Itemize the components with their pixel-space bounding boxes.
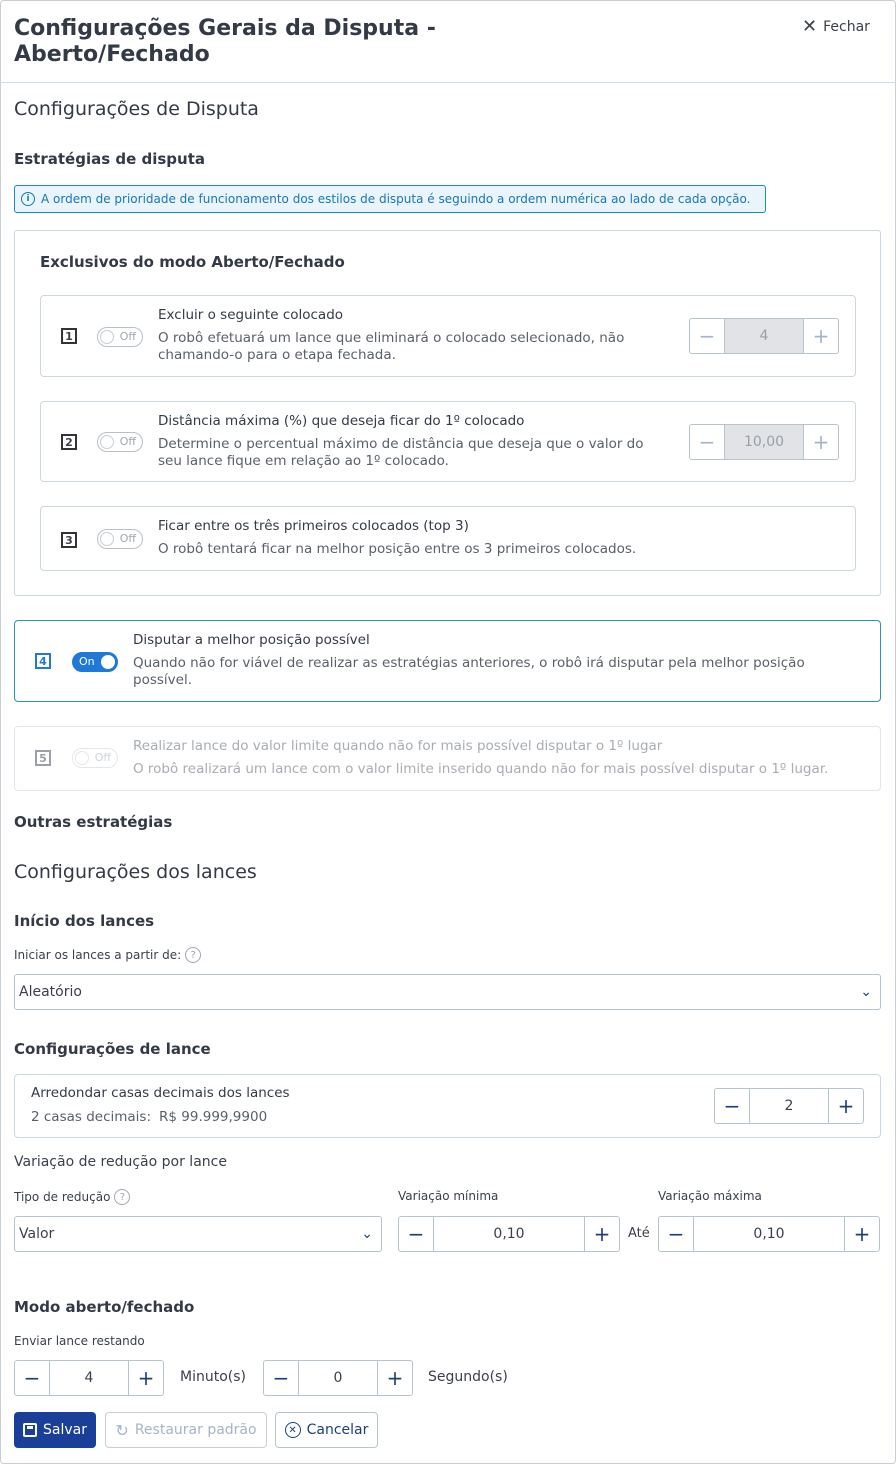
number-2-icon: 2 bbox=[61, 434, 77, 450]
variation-title: Variação de redução por lance bbox=[14, 1154, 227, 1170]
reduction-type-select[interactable] bbox=[14, 1216, 382, 1252]
minutes-value[interactable]: 4 bbox=[49, 1361, 129, 1395]
min-variation-value[interactable]: 0,10 bbox=[433, 1217, 585, 1251]
help-icon[interactable]: ? bbox=[185, 947, 201, 963]
seconds-label: Segundo(s) bbox=[428, 1369, 508, 1385]
modal-title-line1: Configurações Gerais da Disputa - bbox=[14, 16, 436, 41]
close-label: Fechar bbox=[823, 19, 870, 35]
strategy-4-title: Disputar a melhor posição possível bbox=[133, 632, 370, 648]
plus-icon[interactable]: + bbox=[386, 1366, 404, 1390]
header-divider bbox=[0, 82, 896, 83]
save-button[interactable] bbox=[14, 1412, 96, 1448]
number-4-icon: 4 bbox=[35, 653, 51, 669]
rounding-card bbox=[14, 1074, 881, 1138]
bids-section-title: Configurações dos lances bbox=[14, 861, 257, 883]
reduction-type-value: Valor bbox=[19, 1226, 55, 1242]
max-distance-stepper[interactable] bbox=[689, 424, 839, 460]
minus-icon[interactable]: − bbox=[698, 430, 716, 454]
rounding-desc-label: 2 casas decimais: bbox=[31, 1109, 152, 1125]
number-1-icon: 1 bbox=[61, 328, 77, 344]
plus-icon[interactable]: + bbox=[137, 1366, 155, 1390]
save-icon bbox=[23, 1423, 37, 1437]
max-distance-value[interactable]: 10,00 bbox=[724, 425, 804, 459]
strategy-2-title: Distância máxima (%) que deseja ficar do 1º colocado bbox=[158, 413, 525, 429]
start-bids-value: Aleatório bbox=[19, 984, 82, 1000]
strategy-card-4 bbox=[14, 620, 881, 702]
seconds-value[interactable]: 0 bbox=[298, 1361, 378, 1395]
until-label: Até bbox=[628, 1226, 650, 1241]
strategy-4-toggle[interactable]: On bbox=[72, 652, 118, 672]
start-bids-label-text: Iniciar os lances a partir de: bbox=[14, 948, 182, 962]
restore-default-button[interactable] bbox=[105, 1412, 267, 1448]
strategy-card-3 bbox=[40, 506, 856, 571]
help-icon[interactable]: ? bbox=[114, 1189, 130, 1205]
modal-title bbox=[14, 16, 436, 68]
start-bids-select[interactable] bbox=[14, 974, 881, 1010]
strategy-3-title: Ficar entre os três primeiros colocados (top 3) bbox=[158, 518, 469, 534]
close-button[interactable] bbox=[802, 18, 870, 36]
strategy-5-toggle[interactable]: Off bbox=[72, 748, 118, 768]
restore-label: Restaurar padrão bbox=[134, 1422, 257, 1438]
chevron-down-icon: ⌄ bbox=[860, 984, 872, 1000]
min-variation-label: Variação mínima bbox=[398, 1189, 499, 1203]
minus-icon[interactable]: − bbox=[667, 1222, 685, 1246]
min-variation-stepper[interactable] bbox=[398, 1216, 620, 1252]
start-bids-title: Início dos lances bbox=[14, 912, 155, 930]
mode-title: Modo aberto/fechado bbox=[14, 1298, 195, 1316]
info-banner bbox=[14, 185, 766, 213]
send-bid-label: Enviar lance restando bbox=[14, 1334, 145, 1348]
exclude-position-value[interactable]: 4 bbox=[724, 319, 804, 353]
strategy-2-toggle[interactable]: Off bbox=[97, 432, 143, 452]
cancel-icon: ✕ bbox=[285, 1422, 301, 1438]
rounding-desc bbox=[31, 1109, 267, 1126]
number-3-icon: 3 bbox=[61, 532, 77, 548]
strategies-title: Estratégias de disputa bbox=[14, 150, 206, 168]
strategy-3-desc: O robô tentará ficar na melhor posição entre os 3 primeiros colocados. bbox=[158, 541, 637, 557]
rounding-stepper[interactable] bbox=[714, 1088, 864, 1124]
max-variation-stepper[interactable] bbox=[658, 1216, 880, 1252]
cancel-button[interactable] bbox=[275, 1412, 378, 1448]
max-variation-label: Variação máxima bbox=[658, 1189, 762, 1203]
strategy-card-1 bbox=[40, 295, 856, 377]
dispute-section-title: Configurações de Disputa bbox=[14, 98, 259, 120]
minus-icon[interactable]: − bbox=[23, 1366, 41, 1390]
save-label: Salvar bbox=[43, 1422, 87, 1438]
max-variation-value[interactable]: 0,10 bbox=[693, 1217, 845, 1251]
plus-icon[interactable]: + bbox=[812, 430, 830, 454]
rounding-value[interactable]: 2 bbox=[749, 1089, 829, 1123]
plus-icon[interactable]: + bbox=[812, 324, 830, 348]
strategy-4-desc: Quando não for viável de realizar as estratégias anteriores, o robô irá disputar pela melhor posição possível. bbox=[133, 655, 805, 688]
rounding-title: Arredondar casas decimais dos lances bbox=[31, 1085, 290, 1101]
minus-icon[interactable]: − bbox=[698, 324, 716, 348]
number-5-icon: 5 bbox=[35, 750, 51, 766]
minus-icon[interactable]: − bbox=[407, 1222, 425, 1246]
exclude-position-stepper[interactable] bbox=[689, 318, 839, 354]
modal-title-line2: Aberto/Fechado bbox=[14, 42, 210, 67]
rounding-desc-value: R$ 99.999,9900 bbox=[159, 1109, 268, 1125]
restore-icon: ↻ bbox=[115, 1420, 129, 1440]
strategy-card-2 bbox=[40, 401, 856, 482]
minus-icon[interactable]: − bbox=[272, 1366, 290, 1390]
info-text: A ordem de prioridade de funcionamento dos estilos de disputa é seguindo a ordem numérica ao lado de cada opção. bbox=[41, 192, 751, 206]
seconds-stepper[interactable] bbox=[263, 1360, 413, 1396]
minutes-label: Minuto(s) bbox=[180, 1369, 246, 1385]
start-bids-label bbox=[14, 947, 201, 963]
bid-config-title: Configurações de lance bbox=[14, 1040, 211, 1058]
minus-icon[interactable]: − bbox=[723, 1094, 741, 1118]
cancel-label: Cancelar bbox=[306, 1422, 369, 1438]
reduction-type-label-text: Tipo de redução bbox=[14, 1190, 111, 1204]
reduction-type-label bbox=[14, 1189, 130, 1205]
info-icon: i bbox=[21, 192, 35, 206]
close-icon: ✕ bbox=[802, 16, 818, 37]
strategy-2-desc: Determine o percentual máximo de distância que deseja que o valor do seu lance fique em relação ao 1º colocado. bbox=[158, 436, 644, 469]
strategy-card-5 bbox=[14, 726, 881, 791]
plus-icon[interactable]: + bbox=[853, 1222, 871, 1246]
strategy-3-toggle[interactable]: Off bbox=[97, 529, 143, 549]
strategy-1-title: Excluir o seguinte colocado bbox=[158, 307, 344, 323]
other-strategies-title: Outras estratégias bbox=[14, 813, 173, 831]
exclusive-title: Exclusivos do modo Aberto/Fechado bbox=[40, 253, 345, 271]
chevron-down-icon: ⌄ bbox=[361, 1226, 373, 1242]
strategy-1-toggle[interactable]: Off bbox=[97, 327, 143, 347]
plus-icon[interactable]: + bbox=[593, 1222, 611, 1246]
plus-icon[interactable]: + bbox=[837, 1094, 855, 1118]
minutes-stepper[interactable] bbox=[14, 1360, 164, 1396]
strategy-1-desc: O robô efetuará um lance que eliminará o colocado selecionado, não chamando-o para o etapa fechada. bbox=[158, 330, 625, 363]
strategy-5-desc: O robô realizará um lance com o valor limite inserido quando não for mais possível disputar o 1º lugar. bbox=[133, 761, 829, 777]
strategy-5-title: Realizar lance do valor limite quando não for mais possível disputar o 1º lugar bbox=[133, 738, 663, 754]
